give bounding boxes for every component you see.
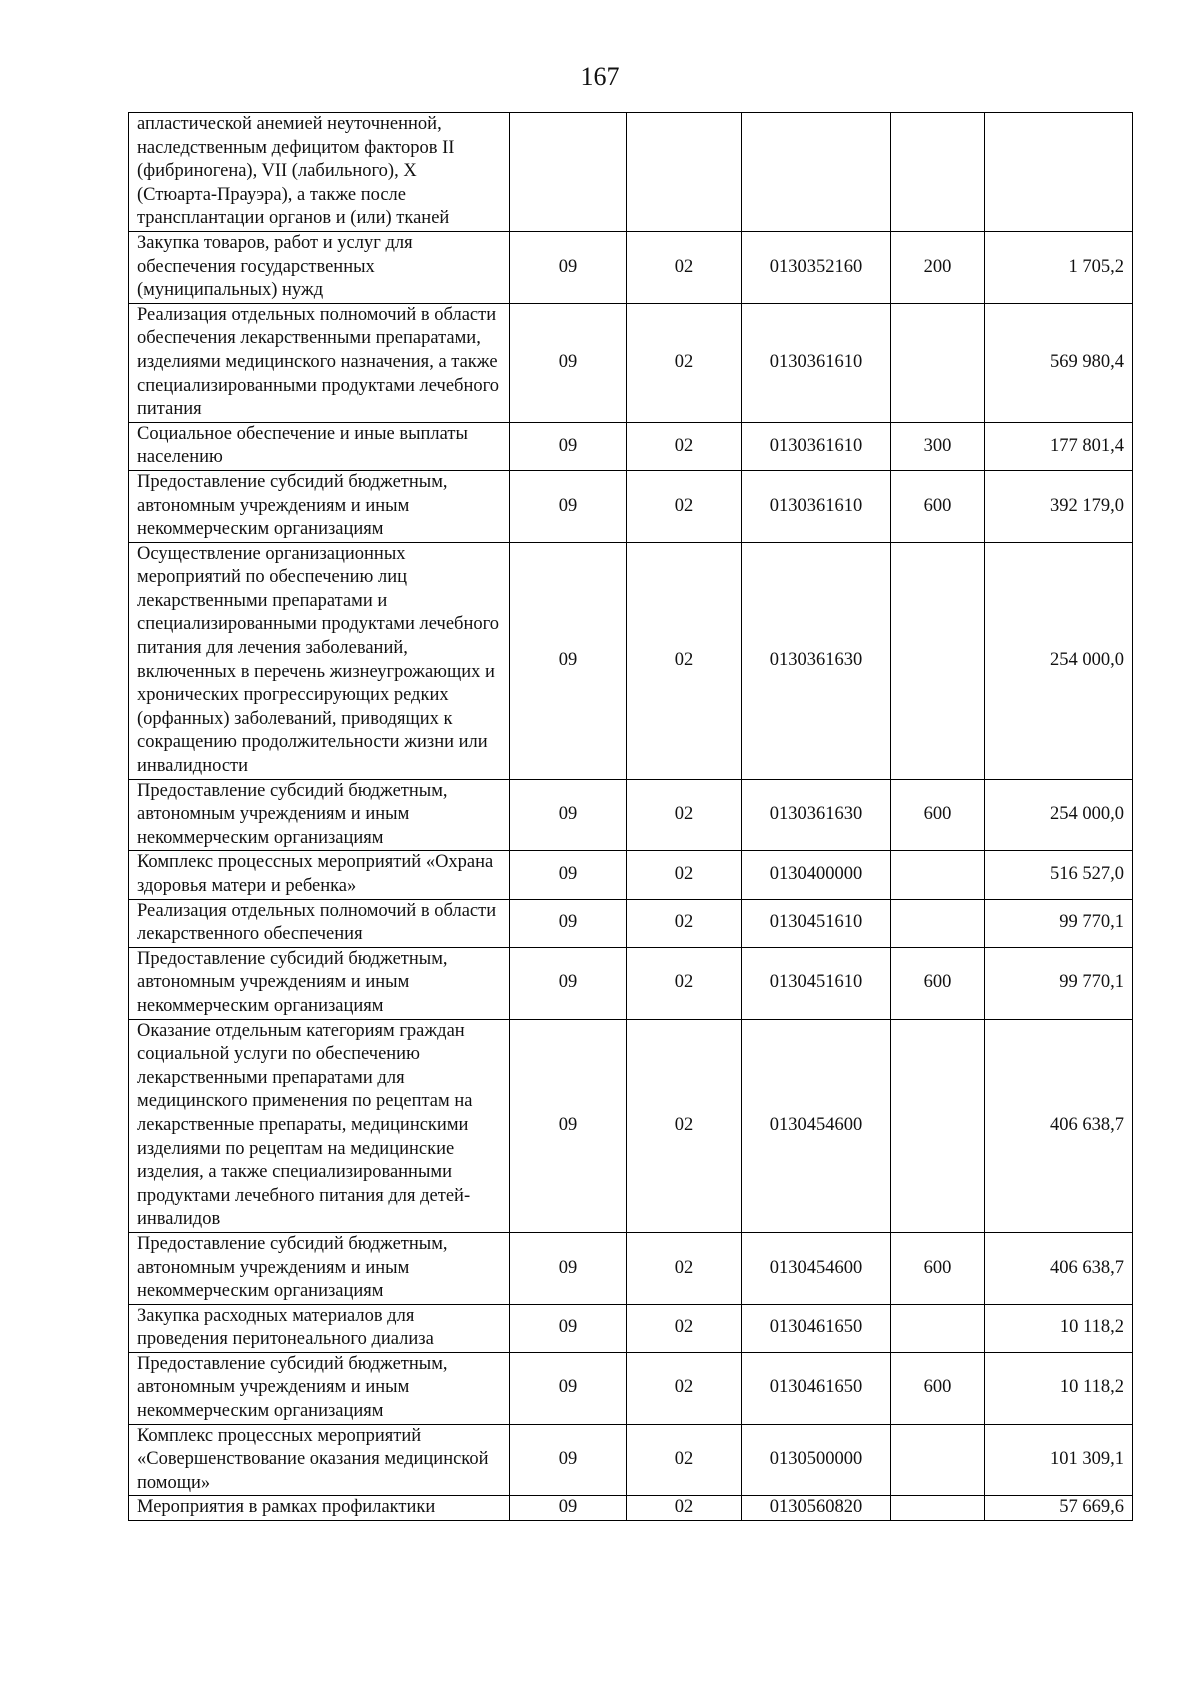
row-name: Предоставление субсидий бюджетным, автономным учреждениям и иным некоммерческим организациям [129,470,510,542]
row-amount: 57 669,6 [985,1496,1133,1521]
row-section: 09 [510,542,627,779]
row-subsection: 02 [627,1424,742,1496]
row-subsection: 02 [627,1232,742,1304]
table-row [129,303,1133,422]
row-section: 09 [510,422,627,470]
table-row [129,1232,1133,1304]
row-expense-type [891,542,985,779]
row-expense-type [891,1019,985,1232]
row-section: 09 [510,851,627,899]
row-section: 09 [510,1352,627,1424]
row-subsection: 02 [627,231,742,303]
row-expense-type: 600 [891,470,985,542]
row-subsection: 02 [627,851,742,899]
row-target-code: 0130454600 [742,1019,891,1232]
table-row [129,899,1133,947]
row-name: Предоставление субсидий бюджетным, автономным учреждениям и иным некоммерческим организациям [129,1352,510,1424]
row-name: Предоставление субсидий бюджетным, автономным учреждениям и иным некоммерческим организациям [129,947,510,1019]
row-target-code: 0130400000 [742,851,891,899]
row-target-code: 0130352160 [742,231,891,303]
row-amount: 254 000,0 [985,779,1133,851]
row-section: 09 [510,947,627,1019]
row-amount: 10 118,2 [985,1352,1133,1424]
row-target-code: 0130500000 [742,1424,891,1496]
row-name: Осуществление организационных мероприятий по обеспечению лиц лекарственными препаратами и специализированными продуктами лечебного питания для лечения заболеваний, включенных в перечень жизнеугрожающих и хронических прогрессирующих редких (орфанных) заболеваний, приводящих к сокращению продолжительности жизни или инвалидности [129,542,510,779]
row-subsection: 02 [627,1019,742,1232]
row-expense-type [891,899,985,947]
row-target-code: 0130361610 [742,422,891,470]
row-name: Социальное обеспечение и иные выплаты населению [129,422,510,470]
row-amount: 99 770,1 [985,947,1133,1019]
row-amount: 254 000,0 [985,542,1133,779]
row-amount: 569 980,4 [985,303,1133,422]
row-target-code: 0130451610 [742,947,891,1019]
row-section: 09 [510,779,627,851]
row-target-code: 0130560820 [742,1496,891,1521]
table-row [129,1019,1133,1232]
row-subsection: 02 [627,779,742,851]
row-section: 09 [510,1496,627,1521]
row-target-code: 0130454600 [742,1232,891,1304]
row-expense-type: 600 [891,1352,985,1424]
row-amount: 406 638,7 [985,1232,1133,1304]
table-row [129,1496,1133,1521]
row-target-code [742,113,891,232]
row-name: Оказание отдельным категориям граждан социальной услуги по обеспечению лекарственными препаратами для медицинского применения по рецептам на лекарственные препараты, медицинскими изделиями по рецептам на медицинские изделия, а также специализированными продуктами лечебного питания для детей-инвалидов [129,1019,510,1232]
table-row [129,113,1133,232]
row-target-code: 0130361610 [742,470,891,542]
row-expense-type [891,1304,985,1352]
table-row [129,1304,1133,1352]
row-name: Комплекс процессных мероприятий «Совершенствование оказания медицинской помощи» [129,1424,510,1496]
budget-table [128,112,1133,1521]
row-expense-type: 300 [891,422,985,470]
row-target-code: 0130461650 [742,1304,891,1352]
row-amount: 1 705,2 [985,231,1133,303]
table-row [129,1352,1133,1424]
row-section: 09 [510,1019,627,1232]
row-name: апластической анемией неуточненной, наследственным дефицитом факторов II (фибриногена), VII (лабильного), X (Стюарта-Прауэра), а также после трансплантации органов и (или) тканей [129,113,510,232]
row-expense-type [891,113,985,232]
row-target-code: 0130451610 [742,899,891,947]
row-target-code: 0130361610 [742,303,891,422]
row-section: 09 [510,1304,627,1352]
budget-table-body [129,113,1133,1521]
row-amount: 177 801,4 [985,422,1133,470]
row-amount: 101 309,1 [985,1424,1133,1496]
row-expense-type: 600 [891,779,985,851]
row-name: Мероприятия в рамках профилактики [129,1496,510,1521]
row-section: 09 [510,1232,627,1304]
row-section: 09 [510,1424,627,1496]
row-expense-type: 600 [891,947,985,1019]
row-section: 09 [510,899,627,947]
table-row [129,779,1133,851]
row-target-code: 0130361630 [742,779,891,851]
row-section: 09 [510,231,627,303]
table-row [129,470,1133,542]
row-expense-type: 200 [891,231,985,303]
row-subsection: 02 [627,422,742,470]
row-subsection: 02 [627,470,742,542]
row-target-code: 0130361630 [742,542,891,779]
row-expense-type [891,1496,985,1521]
row-expense-type [891,1424,985,1496]
row-expense-type [891,851,985,899]
row-target-code: 0130461650 [742,1352,891,1424]
row-subsection: 02 [627,947,742,1019]
row-section [510,113,627,232]
row-name: Реализация отдельных полномочий в области обеспечения лекарственными препаратами, изделиями медицинского назначения, а также специализированными продуктами лечебного питания [129,303,510,422]
row-amount: 10 118,2 [985,1304,1133,1352]
row-subsection: 02 [627,542,742,779]
table-row [129,422,1133,470]
row-amount: 516 527,0 [985,851,1133,899]
row-section: 09 [510,470,627,542]
row-amount: 406 638,7 [985,1019,1133,1232]
row-subsection: 02 [627,899,742,947]
table-row [129,542,1133,779]
table-row [129,947,1133,1019]
table-row [129,231,1133,303]
table-row [129,1424,1133,1496]
row-amount [985,113,1133,232]
row-name: Предоставление субсидий бюджетным, автономным учреждениям и иным некоммерческим организациям [129,1232,510,1304]
row-amount: 99 770,1 [985,899,1133,947]
row-name: Предоставление субсидий бюджетным, автономным учреждениям и иным некоммерческим организациям [129,779,510,851]
row-expense-type: 600 [891,1232,985,1304]
table-row [129,851,1133,899]
page-number: 167 [580,62,620,91]
row-expense-type [891,303,985,422]
row-amount: 392 179,0 [985,470,1133,542]
row-section: 09 [510,303,627,422]
row-subsection: 02 [627,303,742,422]
row-name: Закупка товаров, работ и услуг для обеспечения государственных (муниципальных) нужд [129,231,510,303]
row-subsection: 02 [627,1496,742,1521]
row-name: Закупка расходных материалов для проведения перитонеального диализа [129,1304,510,1352]
row-subsection [627,113,742,232]
row-subsection: 02 [627,1304,742,1352]
row-subsection: 02 [627,1352,742,1424]
row-name: Комплекс процессных мероприятий «Охрана здоровья матери и ребенка» [129,851,510,899]
row-name: Реализация отдельных полномочий в области лекарственного обеспечения [129,899,510,947]
